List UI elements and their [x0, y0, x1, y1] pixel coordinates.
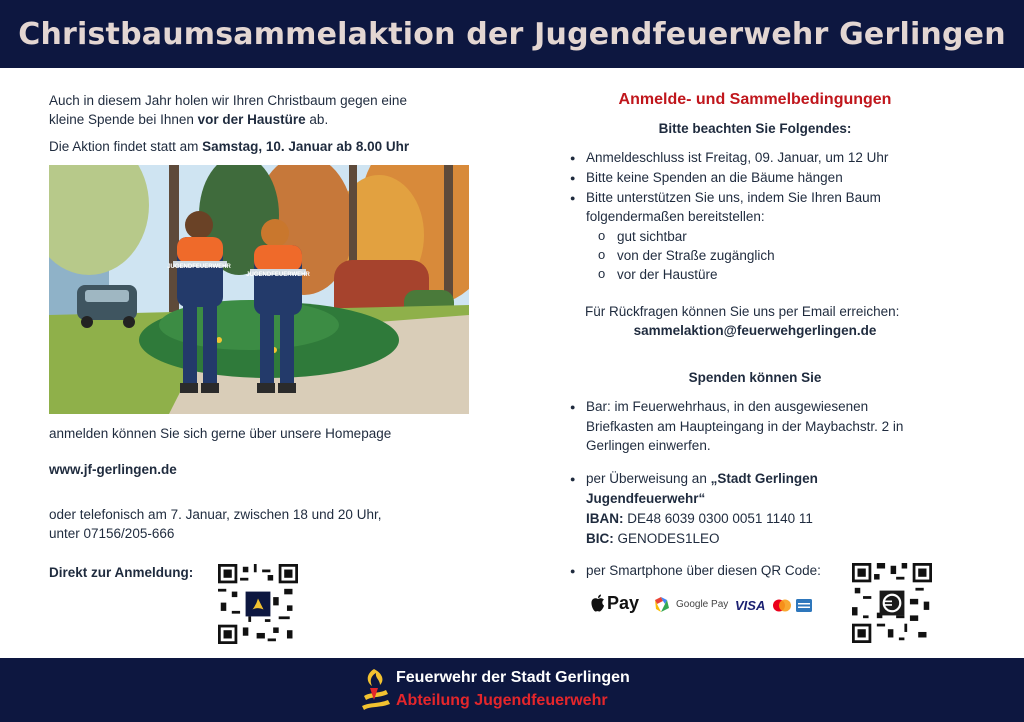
donate-cash-line-3: Gerlingen einwerfen. [586, 438, 711, 453]
transfer-recipient: Jugendfeuerwehr“ [586, 491, 706, 506]
google-pay-label: Google Pay [676, 599, 729, 610]
phone-line-1: oder telefonisch am 7. Januar, zwischen 18 und 20 Uhr, [49, 507, 382, 522]
bic: BIC: GENODES1LEO [586, 531, 720, 546]
mastercard-icon [772, 599, 792, 612]
apple-pay-label: Pay [607, 593, 640, 613]
contact-text: Für Rückfragen können Sie uns per Email erreichen: [585, 304, 900, 319]
donate-title: Spenden können Sie [688, 370, 822, 385]
footer-banner [0, 658, 1024, 722]
page-title: Christbaumsammelaktion der Jugendfeuerwehr Gerlingen [18, 16, 1006, 52]
conditions-title: Anmelde- und Sammelbedingungen [618, 91, 892, 108]
donate-cash-line-2: Briefkasten am Haupteingang in der Maybachstr. 2 in [586, 419, 904, 434]
contact-email[interactable]: sammelaktion@feuerwehgerlingen.de [633, 323, 877, 338]
footer-line-2: Abteilung Jugendfeuerwehr [396, 692, 608, 709]
donate-transfer: ● per Überweisung an „Stadt Gerlingen [586, 469, 818, 489]
jacket-lettering-1: JUGENDFEUERWEHR [167, 264, 231, 270]
visa-logo: VISA [735, 598, 766, 613]
donate-smartphone: ● per Smartphone über diesen QR Code: [586, 561, 821, 581]
rule-item: ● Anmeldeschluss ist Freitag, 09. Januar, um 12 Uhr [586, 148, 888, 168]
rule-item: ● Bitte keine Spenden an die Bäume hängen [586, 168, 843, 188]
rule-item-continuation: folgendermaßen bereitstellen: [586, 209, 765, 224]
register-text: anmelden können Sie sich gerne über unsere Homepage [49, 426, 392, 441]
subrule-item: o vor der Haustüre [617, 265, 718, 284]
fire-brigade-logo-icon [360, 666, 392, 714]
footer-line-1: Feuerwehr der Stadt Gerlingen [396, 669, 630, 686]
illustration-tree-collection [49, 165, 469, 414]
google-pay-icon [652, 596, 672, 613]
apple-pay-logo [590, 593, 639, 614]
phone-line-2: unter 07156/205-666 [49, 526, 175, 541]
header-banner [0, 0, 1024, 68]
intro-line-1: Auch in diesem Jahr holen wir Ihren Christbaum gegen eine [49, 93, 407, 108]
iban: IBAN: DE48 6039 0300 0051 1140 11 [586, 511, 813, 526]
conditions-subtitle: Bitte beachten Sie Folgendes: [658, 121, 852, 136]
donate-cash: ● Bar: im Feuerwehrhaus, in den ausgewiesenen [586, 397, 868, 417]
event-date: Die Aktion findet statt am Samstag, 10. Januar ab 8.00 Uhr [49, 139, 410, 154]
amex-icon [796, 599, 812, 612]
payment-qr-code[interactable] [852, 563, 932, 643]
apple-icon [590, 594, 606, 613]
jacket-lettering-2: JUGENDFEUERWEHR [246, 272, 310, 278]
rule-item: ● Bitte unterstützen Sie uns, indem Sie Ihren Baum [586, 188, 881, 208]
subrule-item: o von der Straße zugänglich [617, 246, 775, 265]
subrule-item: o gut sichtbar [617, 227, 687, 246]
website-link[interactable]: www.jf-gerlingen.de [49, 462, 177, 477]
google-pay-logo [652, 596, 728, 613]
registration-qr-code[interactable] [218, 564, 298, 644]
qr-label: Direkt zur Anmeldung: [49, 565, 194, 580]
intro-line-2: kleine Spende bei Ihnen vor der Haustüre ab. [49, 112, 329, 127]
